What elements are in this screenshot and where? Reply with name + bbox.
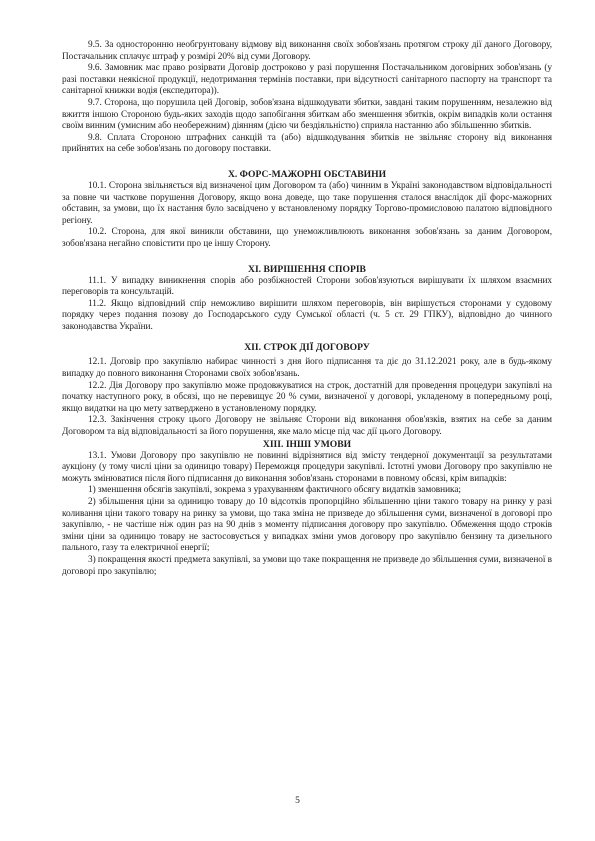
paragraph-11-1: 11.1. У випадку виникнення спорів або розбіжностей Сторони зобов'язуються вирішувати їх шляхом взаємних переговорів та консультацій. <box>62 275 552 298</box>
paragraph-13-1: 13.1. Умови Договору про закупівлю не повинні відрізнятися від змісту тендерної документації за результатами аукціону (у тому числі ціни за одиницю товару) Переможця процедури закупівлі. Істотні умови Договору про закупівлю не можуть змінюватися після його підписання до виконання зобов'язань сторонами в повному обсязі, крім випадків: <box>62 450 552 484</box>
paragraph-12-1: 12.1. Договір про закупівлю набирає чинності з дня його підписання та діє до 31.12.2021 року, але в будь-якому випадку до повного виконання Сторонами своїх зобов'язань. <box>62 357 552 380</box>
section-title-term: XII. СТРОК ДІЇ ДОГОВОРУ <box>244 342 370 354</box>
paragraph-9-8: 9.8. Сплата Стороною штрафних санкцій та (або) відшкодування збитків не звільняє сторону від виконання прийнятих на себе зобов'язань по договору поставки. <box>62 132 552 155</box>
paragraph-9-6: 9.6. Замовник має право розірвати Договір достроково у разі порушення Постачальником договірних зобов'язань (у разі поставки неякісної продукції, недотримання термінів поставки, при відсутності санітарного паспорту на транспорт та санітарної книжки водія (експедитора)). <box>62 63 552 97</box>
paragraph-12-3: 12.3. Закінчення строку цього Договору не звільняє Сторони від виконання обов'язків, взятих на себе за даним Договором та від відповідальності за його порушення, яке мало місце під час дії цього Договору. <box>62 415 552 438</box>
section-title-disputes: XI. ВИРІШЕННЯ СПОРІВ <box>248 263 366 275</box>
paragraph-10-2: 10.2. Сторона, для якої виникли обставини, що унеможливлюють виконання зобов'язань за даним Договором, зобов'язана негайно сповістити про це іншу Сторону. <box>62 227 552 249</box>
list-item-13-1-2: 2) збільшення ціни за одиницю товару до 10 відсотків пропорційно збільшенню ціни такого товару на ринку у разі коливання ціни такого товару на ринку за умови, що така зміна не призведе до збільшення суми, визначеної в договорі про закупівлю, - не частіше ніж один раз на 90 днів з моменту підписання договору про закупівлю. Обмеження щодо строків зміни ціни за одиницю товару не застосовується у випадках зміни умов договору про закупівлю бензину та дизельного пального, газу та електричної енергії; <box>62 497 552 554</box>
spacer <box>62 251 552 264</box>
paragraph-12-2: 12.2. Дія Договору про закупівлю може продовжуватися на строк, достатній для проведення процедури закупівлі на початку наступного року, в обсязі, що не перевищує 20 % суми, визначеної у договорі, укладеному в попередньому році, якщо видатки на цю мету затверджено в установленому порядку. <box>62 380 552 414</box>
section-title-force-majeure: X. ФОРС-МАЖОРНІ ОБСТАВИНИ <box>227 168 387 180</box>
list-item-13-1-3: 3) покращення якості предмета закупівлі, за умови що таке покращення не призведе до збільшення суми, визначеної в договорі про закупівлю; <box>62 554 552 577</box>
paragraph-9-7: 9.7. Сторона, що порушила цей Договір, зобов'язана відшкодувати збитки, завдані таким порушенням, незалежно від вжиття іншою Стороною будь-яких заходів щодо запобігання збиткам або зменшення збитків, окрім випадків коли остання своїм винним (умисним або необережним) діянням (дією чи бездіяльністю) сприяла настанню або збільшенню збитків. <box>62 97 552 132</box>
paragraph-10-1: 10.1. Сторона звільняється від визначеної цим Договором та (або) чинним в Україні законодавством відповідальності за повне чи часткове порушення Договору, якщо вона доведе, що таке порушення сталося внаслідок дії форс-мажорних обставин, за умови, що їх настання було засвідчено у встановленому порядку Торгово-промисловою палатою відповідного регіону. <box>62 180 552 226</box>
paragraph-11-2: 11.2. Якщо відповідний спір неможливо вирішити шляхом переговорів, він вирішується сторонами у судовому порядку через подання позову до Господарського суду Сумської області (ч. 5 ст. 29 ГПКУ), відповідно до чинного законодавства України. <box>62 298 552 332</box>
section-title-other-terms: XIII. ІНШІ УМОВИ <box>262 438 352 450</box>
spacer <box>62 156 552 169</box>
list-item-13-1-1: 1) зменшення обсягів закупівлі, зокрема з урахуванням фактичного обсягу видатків замовника; <box>88 485 461 496</box>
paragraph-9-5: 9.5. За односторонню необгрунтовану відмову від виконання своїх зобов'язань протягом строку дії даного Договору, Постачальник сплачує штраф у розмірі 20% від суми Договору. <box>62 40 552 62</box>
page-number: 5 <box>295 796 300 806</box>
